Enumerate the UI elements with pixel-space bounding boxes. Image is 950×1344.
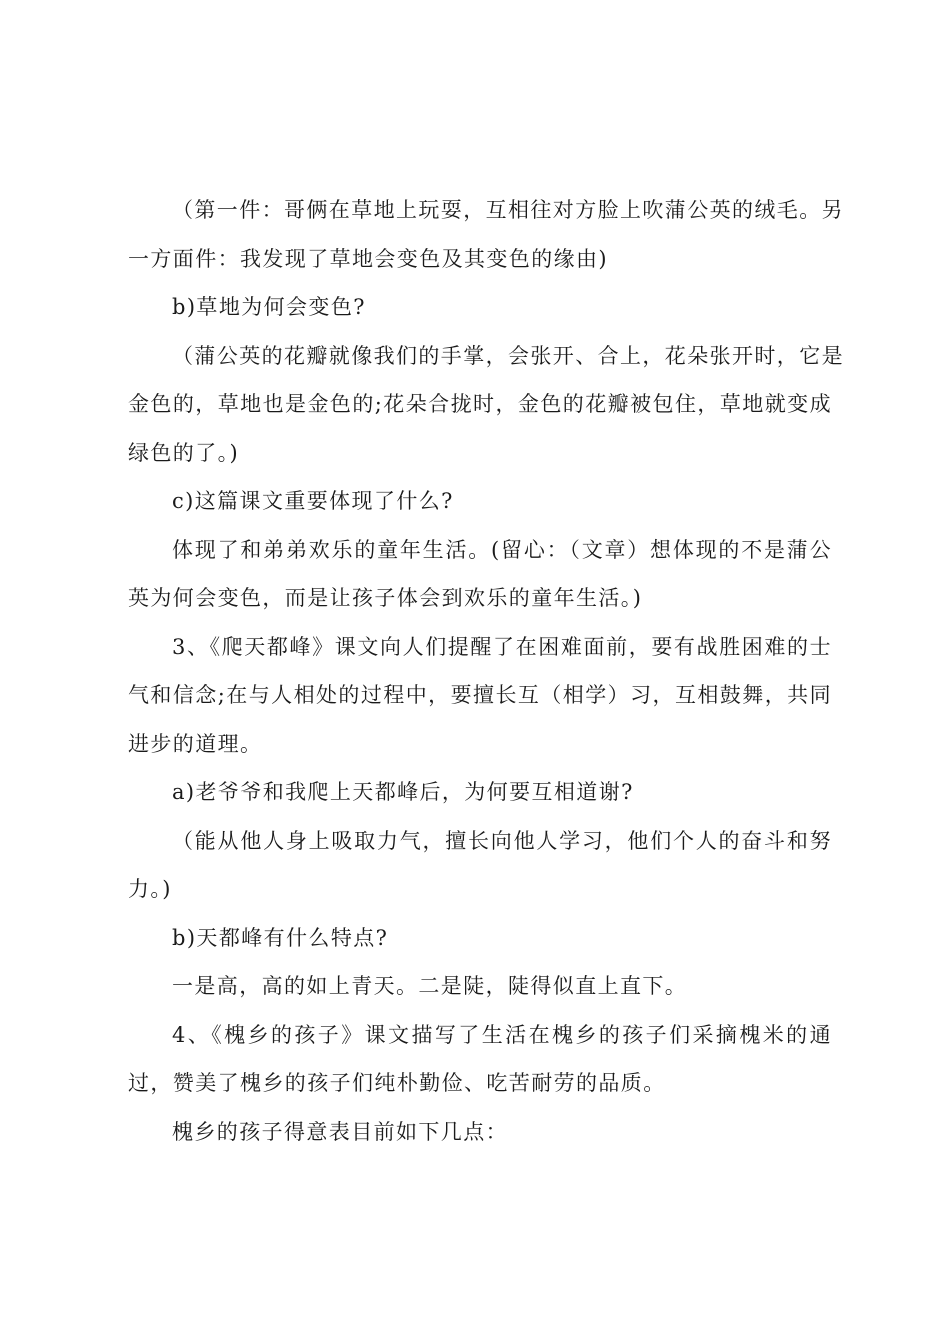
question-line: a)老爷爷和我爬上天都峰后，为何要互相道谢? [172, 780, 634, 804]
question-line: b)天都峰有什么特点? [172, 925, 389, 950]
paragraph-line: 体现了和弟弟欢乐的童年生活。(留心：（文章）想体现的不是蒲公 [172, 537, 832, 562]
paragraph-line: 过，赞美了槐乡的孩子们纯朴勤俭、吃苦耐劳的品质。 [128, 1071, 666, 1095]
paragraph-line: （能从他人身上吸取力气，擅长向他人学习，他们个人的奋斗和努 [172, 828, 832, 853]
paragraph-line: 金色的，草地也是金色的;花朵合拢时，金色的花瓣被包住，草地就变成 [128, 392, 832, 416]
paragraph-line: 一方面件：我发现了草地会变色及其变色的缘由) [128, 246, 608, 271]
paragraph-line: 英为何会变色，而是让孩子体会到欢乐的童年生活。) [128, 586, 643, 610]
paragraph-line: 槐乡的孩子得意表目前如下几点： [172, 1119, 508, 1144]
paragraph-line: 3、《爬天都峰》课文向人们提醒了在困难面前，要有战胜困难的士 [172, 634, 832, 659]
paragraph-line: 一是高，高的如上青天。二是陡，陡得似直上直下。 [172, 974, 688, 998]
question-line: b)草地为何会变色? [172, 295, 366, 319]
document-body [128, 186, 844, 1156]
paragraph-line: （蒲公英的花瓣就像我们的手掌，会张开、合上，花朵张开时，它是 [172, 343, 844, 368]
paragraph-line: （第一件：哥俩在草地上玩耍，互相往对方脸上吹蒲公英的绒毛。另 [172, 198, 844, 222]
paragraph-line: 4、《槐乡的孩子》课文描写了生活在槐乡的孩子们采摘槐米的通 [172, 1022, 832, 1047]
paragraph-line: 力。) [128, 877, 172, 901]
paragraph-line: 气和信念;在与人相处的过程中，要擅长互（相学）习，互相鼓舞，共同 [128, 683, 832, 707]
paragraph-line: 进步的道理。 [128, 731, 263, 756]
paragraph-line: 绿色的了。) [128, 440, 240, 465]
question-line: c)这篇课文重要体现了什么? [172, 489, 454, 513]
